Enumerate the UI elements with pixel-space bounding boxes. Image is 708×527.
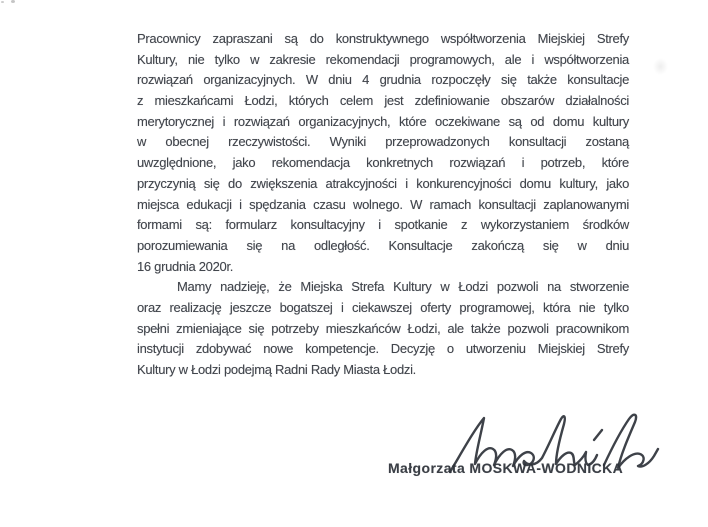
signature-block [388,406,678,486]
text-line: oraz realizację jeszcze bogatszej i ciekawszej oferty programowej, która nie tylko [137,299,629,315]
text-line: instytucji zdobywać nowe kompetencje. Decyzję o utworzeniu Miejskiej Strefy [137,341,629,357]
handwritten-signature [428,406,668,478]
text-line: w obecnej rzeczywistości. Wyniki przeprowadzonych konsultacji zostaną [137,134,629,150]
text-line: miejsca edukacji i spędzania czasu wolnego. W ramach konsultacji zaplanowanymi [137,196,629,212]
letter-body [137,29,629,381]
text-line: 16 grudnia 2020r. [137,258,234,274]
text-line: merytorycznej i rozwiązań organizacyjnych, które oczekiwane są od domu kultury [137,113,629,129]
text-line: Kultury w Łodzi podejmą Radni Rady Miasta Łodzi. [137,362,416,377]
signatory-name: Małgorzata MOSKWA-WODNICKA [388,460,624,476]
text-line: Mamy nadzieję, że Miejska Strefa Kultury w Łodzi pozwoli na stworzenie [177,279,629,295]
text-line: Kultury, nie tylko w zakresie rekomendacji programowych, ale i współtworzenia [137,51,629,67]
scan-speck [11,0,15,3]
text-line: uwzględnione, jako rekomendacja konkretnych rozwiązań i potrzeb, które [137,155,629,171]
scan-smudge [653,58,668,75]
text-line: z mieszkańcami Łodzi, których celem jest zdefiniowanie obszarów działalności [137,93,629,109]
text-line: porozumiewania się na odległość. Konsultacje zakończą się w dniu [137,237,629,253]
text-line: rozwiązań organizacyjnych. W dniu 4 grudnia rozpoczęły się także konsultacje [137,72,629,88]
text-line: formami są: formularz konsultacyjny i spotkanie z wykorzystaniem środków [137,217,629,233]
scan-speck [1,1,4,3]
text-line: przyczynią się do zwiększenia atrakcyjności i konkurencyjności domu kultury, jako [137,175,629,191]
text-line: Pracownicy zapraszani są do konstruktywnego współtworzenia Miejskiej Strefy [137,31,629,46]
text-line: spełni zmieniające się potrzeby mieszkańców Łodzi, ale także pozwoli pracownikom [137,320,629,336]
